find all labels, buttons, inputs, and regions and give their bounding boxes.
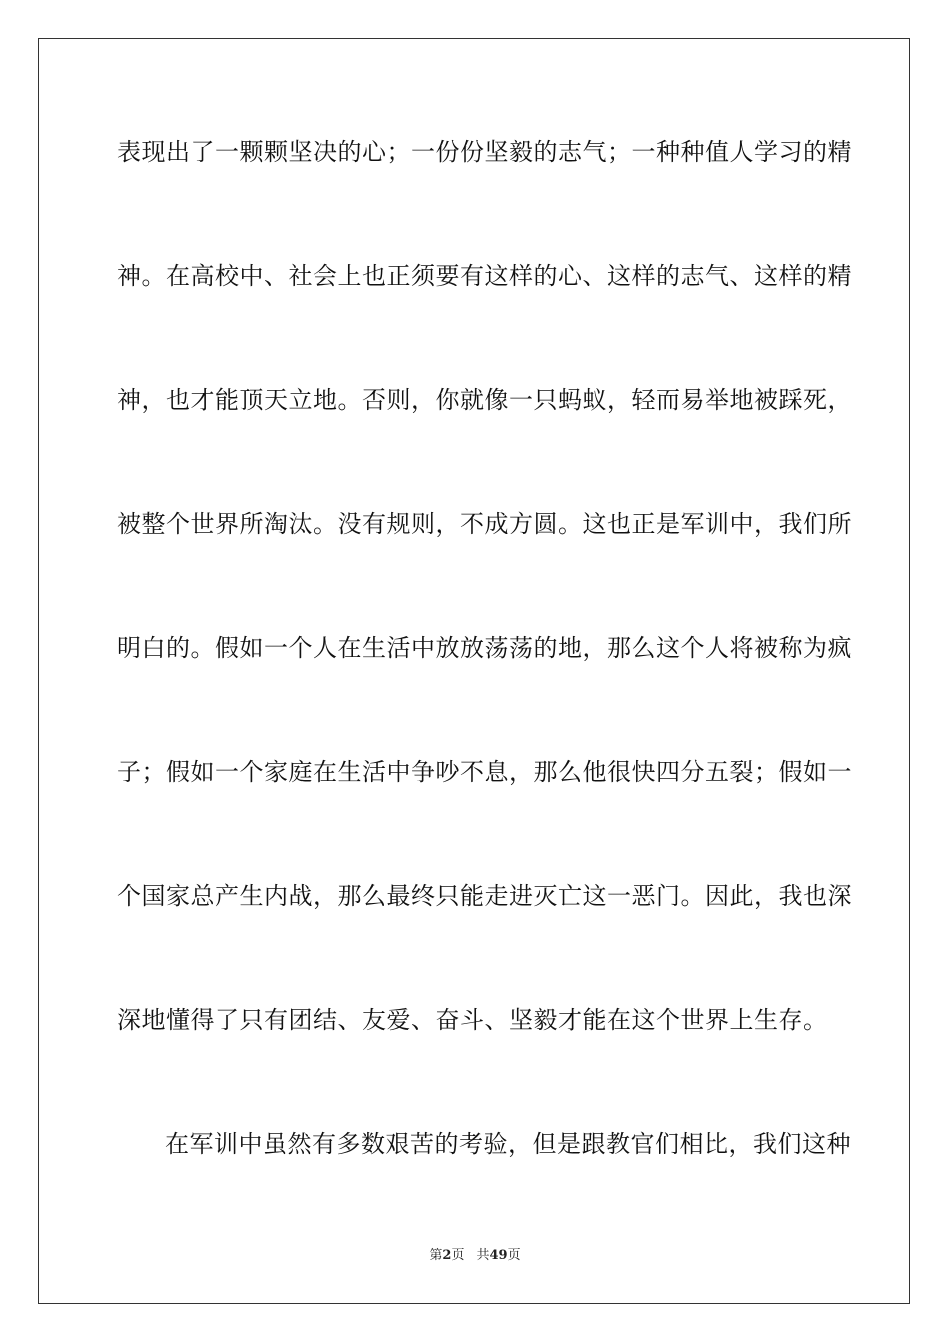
paragraph-line: 明白的。假如一个人在生活中放放荡荡的地，那么这个人将被称为疯 (117, 634, 852, 662)
paragraph-line: 个国家总产生内战，那么最终只能走进灭亡这一恶门。因此，我也深 (117, 882, 852, 910)
paragraph-line: 神，也才能顶天立地。否则，你就像一只蚂蚁，轻而易举地被踩死， (117, 386, 852, 414)
page-footer (0, 1247, 950, 1265)
page-prefix: 第 (429, 1248, 443, 1263)
page-border (38, 38, 910, 1304)
total-prefix: 共 (476, 1248, 490, 1263)
total-suffix: 页 (507, 1248, 521, 1263)
paragraph-line: 被整个世界所淘汰。没有规则，不成方圆。这也正是军训中，我们所 (117, 510, 852, 538)
page-suffix: 页 (451, 1248, 465, 1263)
page-number: 2 (442, 1248, 452, 1263)
paragraph-line: 神。在高校中、社会上也正须要有这样的心、这样的志气、这样的精 (117, 262, 852, 290)
paragraph-line: 在军训中虽然有多数艰苦的考验，但是跟教官们相比，我们这种 (165, 1130, 851, 1158)
paragraph-line: 表现出了一颗颗坚决的心；一份份坚毅的志气；一种种值人学习的精 (117, 138, 852, 166)
total-pages: 49 (489, 1248, 508, 1263)
paragraph-line: 深地懂得了只有团结、友爱、奋斗、坚毅才能在这个世界上生存。 (117, 1006, 828, 1034)
paragraph-line: 子；假如一个家庭在生活中争吵不息，那么他很快四分五裂；假如一 (117, 758, 852, 786)
